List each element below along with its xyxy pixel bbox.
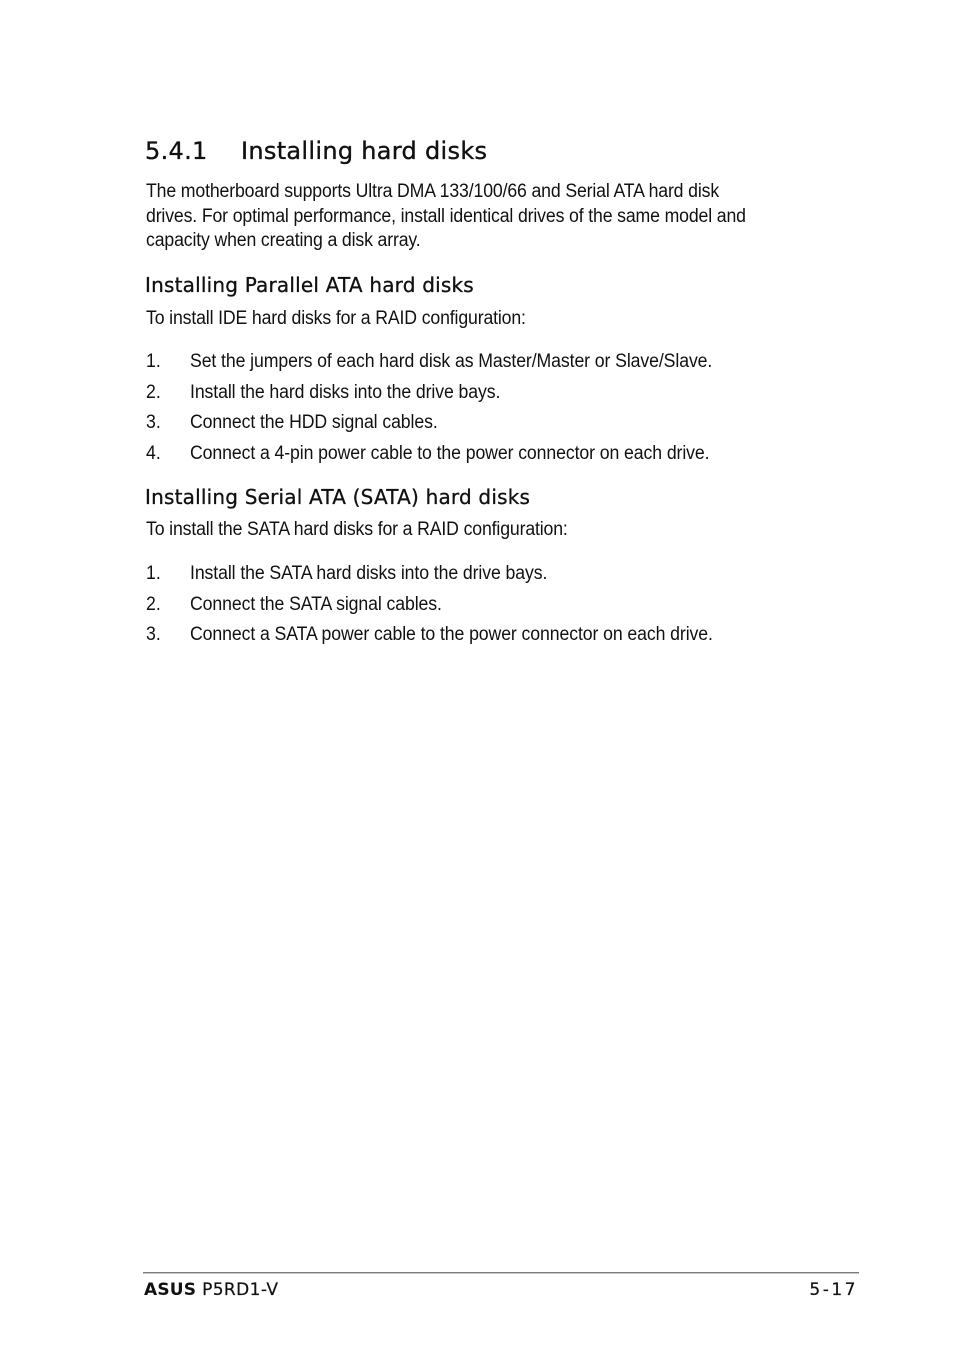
footer-brand: ASUS xyxy=(144,1280,197,1300)
list-item xyxy=(146,442,846,473)
list-item xyxy=(146,411,846,442)
serial-ata-heading: Installing Serial ATA (SATA) hard disks xyxy=(145,485,531,509)
step-number: 1. xyxy=(146,563,161,584)
step-text: Connect the HDD signal cables. xyxy=(190,412,438,433)
step-text: Connect the SATA signal cables. xyxy=(190,593,442,615)
step-number: 4. xyxy=(146,442,161,464)
serial-ata-steps xyxy=(146,562,846,654)
step-text: Install the hard disks into the drive bays. xyxy=(190,381,501,403)
footer-model: P5RD1-V xyxy=(202,1280,279,1300)
step-text: Set the jumpers of each hard disk as Master/Master or Slave/Slave. xyxy=(190,351,713,372)
list-item xyxy=(146,562,846,593)
list-item xyxy=(146,350,846,381)
section-title: Installing hard disks xyxy=(241,137,488,165)
section-heading xyxy=(145,137,487,165)
section-intro-paragraph: The motherboard supports Ultra DMA 133/100/66 and Serial ATA hard disk drives. For optimal performance, install identical drives of the same model and capacity when creating a disk array. xyxy=(146,181,746,251)
step-number: 3. xyxy=(146,412,161,433)
page-number: 5-17 xyxy=(809,1280,858,1300)
parallel-ata-intro: To install IDE hard disks for a RAID configuration: xyxy=(146,308,526,329)
list-item xyxy=(146,381,846,412)
step-number: 3. xyxy=(146,624,161,645)
footer-divider xyxy=(143,1272,859,1273)
list-item xyxy=(146,623,846,654)
step-number: 2. xyxy=(146,381,161,403)
step-number: 2. xyxy=(146,593,161,615)
serial-ata-intro: To install the SATA hard disks for a RAID configuration: xyxy=(146,519,568,540)
step-text: Install the SATA hard disks into the drive bays. xyxy=(190,563,548,584)
section-number: 5.4.1 xyxy=(145,137,208,165)
footer-product xyxy=(144,1280,278,1300)
step-number: 1. xyxy=(146,351,161,372)
step-text: Connect a SATA power cable to the power connector on each drive. xyxy=(190,624,713,645)
list-item xyxy=(146,593,846,624)
step-text: Connect a 4-pin power cable to the power connector on each drive. xyxy=(190,442,710,464)
parallel-ata-steps xyxy=(146,350,846,472)
parallel-ata-heading: Installing Parallel ATA hard disks xyxy=(145,273,474,297)
